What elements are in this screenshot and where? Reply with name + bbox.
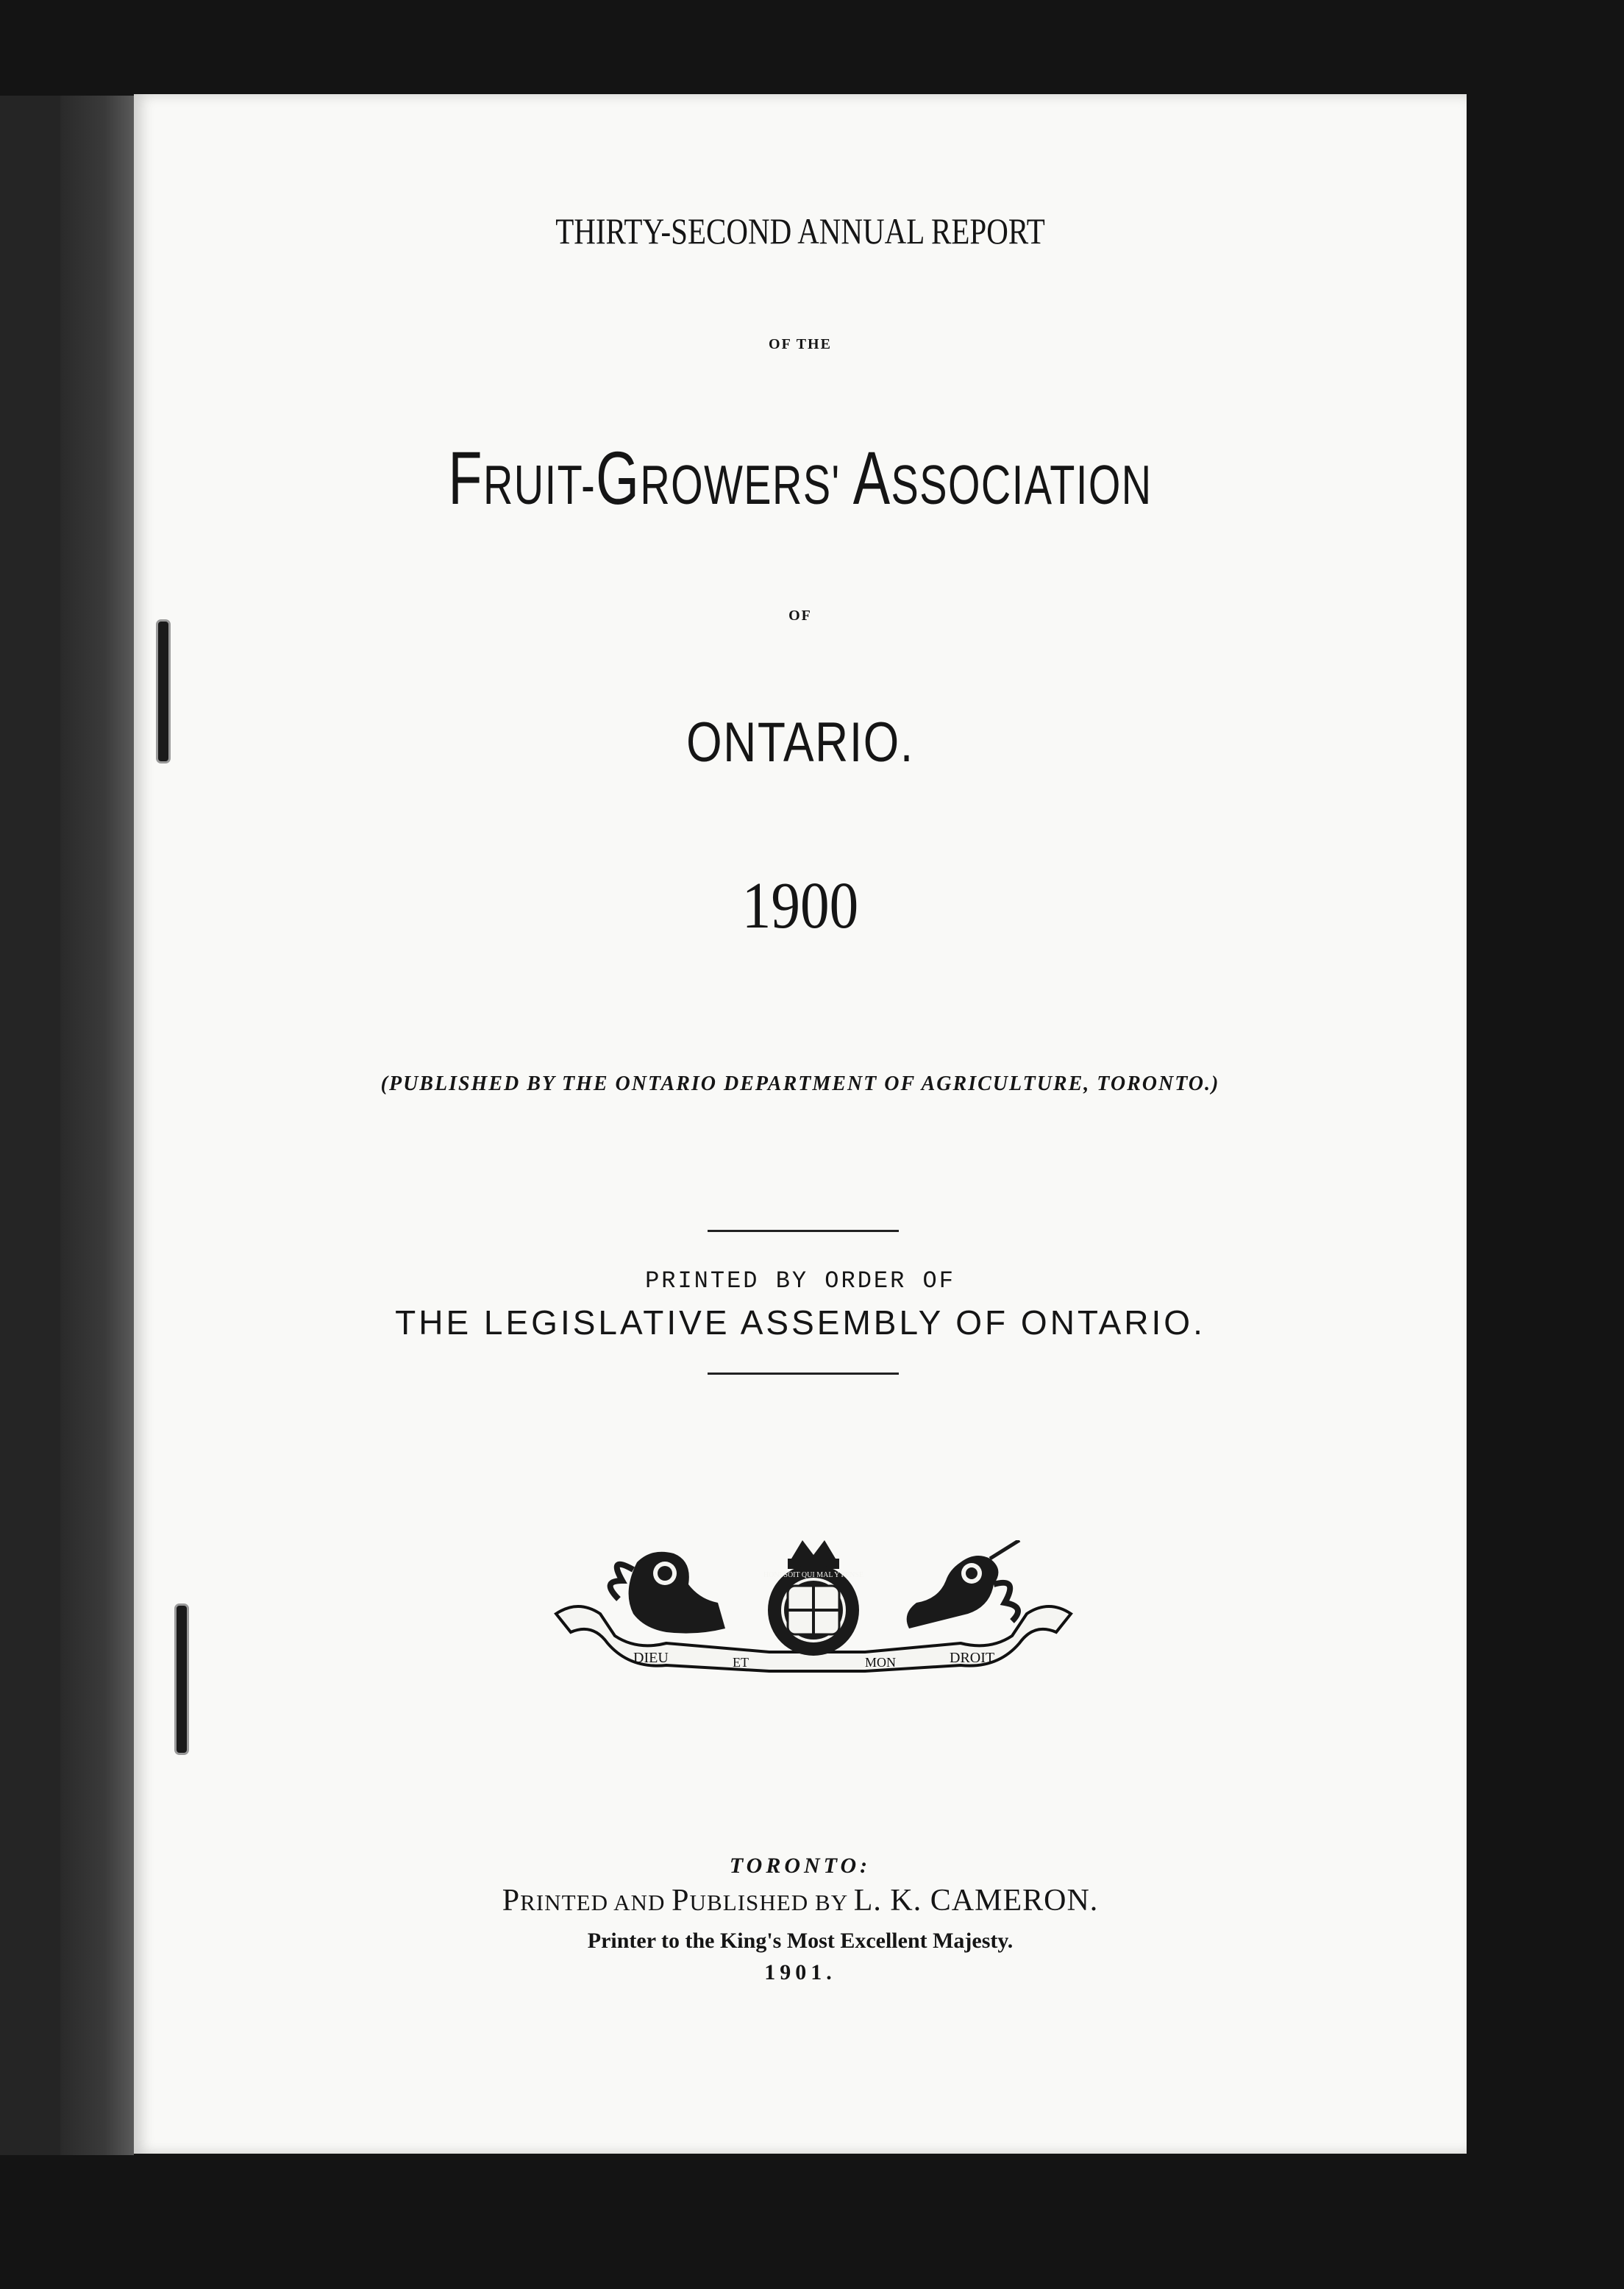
divider-rule-top: [708, 1230, 899, 1232]
annual-report-heading: THIRTY-SECOND ANNUAL REPORT: [555, 210, 1045, 252]
motto-et: ET: [733, 1655, 749, 1670]
garter-motto: HONI SOIT QUI MAL Y PENSE: [763, 1571, 864, 1579]
association-title: FRUIT-GROWERS' ASSOCIATION: [448, 436, 1153, 520]
print-year: 1901.: [764, 1960, 836, 1984]
motto-dieu: DIEU: [633, 1650, 669, 1666]
printer-to-majesty: Printer to the King's Most Excellent Majesty.: [587, 1929, 1014, 1953]
binding-spine: [0, 96, 134, 2155]
motto-droit: DROIT: [950, 1650, 995, 1666]
imprint-printer: PRINTED AND PUBLISHED BY L. K. CAMERON.: [502, 1884, 1099, 1918]
imprint-city: TORONTO:: [729, 1854, 872, 1878]
royal-coat-of-arms-icon: [549, 1540, 1078, 1687]
divider-rule-bottom: [708, 1373, 899, 1375]
spine-edge: [60, 96, 134, 2155]
of-the-text: OF THE: [769, 336, 832, 352]
motto-mon: MON: [865, 1655, 897, 1670]
staple-bottom: [174, 1603, 189, 1755]
title-page: [134, 94, 1467, 2154]
report-year: 1900: [741, 869, 859, 942]
staple-top: [156, 619, 171, 763]
of-text: OF: [788, 608, 812, 624]
province-title: ONTARIO.: [686, 711, 914, 774]
legislative-assembly: THE LEGISLATIVE ASSEMBLY OF ONTARIO.: [395, 1303, 1205, 1342]
printed-by-order: PRINTED BY ORDER OF: [645, 1267, 955, 1295]
published-by-note: (PUBLISHED BY THE ONTARIO DEPARTMENT OF AGRICULTURE, TORONTO.): [380, 1072, 1220, 1095]
